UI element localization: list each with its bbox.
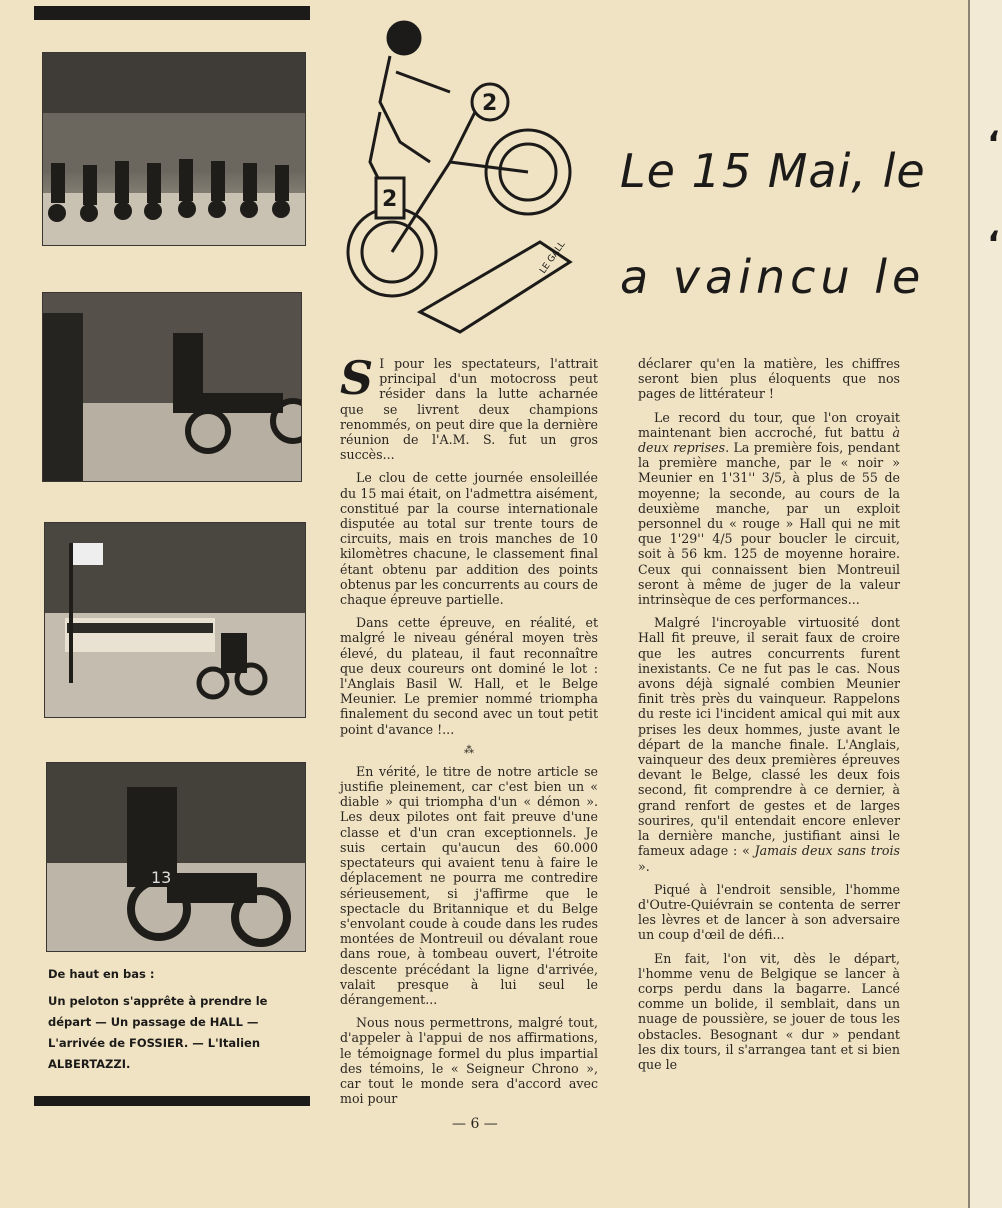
paragraph-text: Le record du tour, que l'on croyait maintenant bien accroché, fut battu [638, 409, 900, 440]
paragraph-text: Malgré l'incroyable virtuosité dont Hall fit preuve, il serait faux de croire que les autres concurrents furent inexistants. Ce ne fut pas le cas. Nous avons déjà signalé combien Meunier finit très près du vainqueur. Rappelons du reste ici l'incident amical qui mit aux prises les deux hommes, juste avant le départ de la manche finale. L'Anglais, vainqueur des deux premières épreuves devant le Belge, classé les deux fois second, fit comprendre à ce dernier, à grand renfort de gestes et de larges sourires, qu'il entendait encore enlever la dernière manche, justifiant ainsi le fameux adage : « [638, 615, 900, 859]
hall-passage-photo [42, 292, 302, 482]
paragraph [638, 615, 900, 873]
paragraph-text: . La première fois, pendant la première manche, par le « noir » Meunier en 1'31'' 3/5, à plus de 55 de moyenne; la seconde, au cours de la deuxième manche, par un exploit personnel du « rouge » Hall qui ne mit que 1'29'' 4/5 pour boucler le circuit, soit à 56 km. 125 de moyenne horaire. Ceux qui connaissent bien Montreuil seront à même de juger de la valeur intrinsèque de ces performances... [638, 440, 900, 608]
photo-caption [48, 964, 310, 1075]
illustrator-signature: LE GALL [538, 239, 568, 276]
paragraph: En fait, l'on vit, dès le départ, l'homme venu de Belgique se lancer à corps perdu dans la bagarre. Lancé comme un bolide, il semblait, dans un nuage de poussière, se jouer de tous les obstacles. Besognant « dur » pendant les dix tours, il s'arrangea tant et si bien que le [638, 950, 900, 1072]
article-column-right [638, 356, 900, 1080]
paragraph: Nous nous permettrons, malgré tout, d'appeler à l'appui de nos affirmations, le témoignage formel du plus impartial des témoins, le « Seigneur Chrono », car tout le monde sera d'accord avec moi pour [340, 1015, 598, 1107]
peloton-photo [42, 52, 306, 246]
fossier-finish-photo [44, 522, 306, 718]
edge-mark: ‘ [987, 124, 1000, 164]
page-number: — 6 — [452, 1116, 498, 1132]
emphasis-text: Jamais deux sans trois [754, 843, 900, 859]
paragraph-text: I pour les spectateurs, l'attrait principal d'un motocross peut résider dans la lutte acharnée que se livrent deux champions renommés, on peut dire que la dernière réunion de l'A.M. S. fut un gros succès... [340, 356, 598, 463]
emphasis-text: à deux reprises [638, 424, 900, 456]
motocross-rider-illustration [340, 12, 580, 342]
paragraph: déclarer qu'en la matière, les chiffres seront bien plus éloquents que nos pages de littérateur ! [638, 356, 900, 402]
paragraph [638, 410, 900, 608]
caption-body: Un peloton s'apprête à prendre le départ — Un passage de HALL — L'arrivée de FOSSIER. — L'Italien ALBERTAZZI. [48, 994, 268, 1071]
paragraph [340, 351, 598, 463]
headline-line-2: a vaincu le [620, 250, 926, 304]
paragraph: En vérité, le titre de notre article se justifie pleinement, car c'est bien un « diable » qui triompha d'un « démon ». Les deux pilotes ont fait preuve d'une classe et d'un cran exceptionnels. Je suis certain qu'aucun des 60.000 spectateurs qui avaient tenu à faire le déplacement ne pourra me contredire sérieusement, si j'affirme que le spectacle du Britannique et du Belge s'envolant coude à coude dans les rudes montées de Montreuil ou dévalant roue dans roue, à tombeau ouvert, l'étroite descente précédant la ligne d'arrivée, valait presque à lui seul le dérangement... [340, 763, 598, 1007]
section-separator: ⁂ [464, 744, 474, 756]
race-number-front: 2 [382, 187, 398, 212]
top-rule [34, 6, 310, 20]
headline-line-1: Le 15 Mai, le [620, 144, 926, 198]
albertazzi-photo [46, 762, 306, 952]
bottom-rule [34, 1096, 310, 1106]
race-number: 2 [482, 91, 498, 116]
caption-lead: De haut en bas : [48, 967, 155, 981]
svg-text:13: 13 [151, 868, 172, 887]
article-column-middle [340, 351, 598, 1114]
paragraph: Le clou de cette journée ensoleillée du 15 mai était, on l'admettra aisément, constitué par la course internationale disputée au total sur trente tours de circuits, mais en trois manches de 10 kilomètres chacune, le classement final étant obtenu par addition des points obtenus par les concurrents au cours de chaque épreuve partielle. [340, 470, 598, 608]
paragraph: Dans cette épreuve, en réalité, et malgré le niveau général moyen très élevé, du plateau, il faut reconnaître que deux coureurs ont dominé le lot : l'Anglais Basil W. Hall, et le Belge Meunier. Le premier nommé triompha finalement du second avec un tout petit point d'avance !... [340, 615, 598, 737]
drop-cap: S [340, 351, 374, 405]
paragraph: Piqué à l'endroit sensible, l'homme d'Outre-Quiévrain se contenta de serrer les lèvres et de lancer à son adversaire un coup d'œil de défi... [638, 881, 900, 943]
edge-mark: ‘ [987, 224, 1000, 264]
facing-page-edge [968, 0, 1002, 1208]
paragraph-text: ». [638, 858, 650, 874]
